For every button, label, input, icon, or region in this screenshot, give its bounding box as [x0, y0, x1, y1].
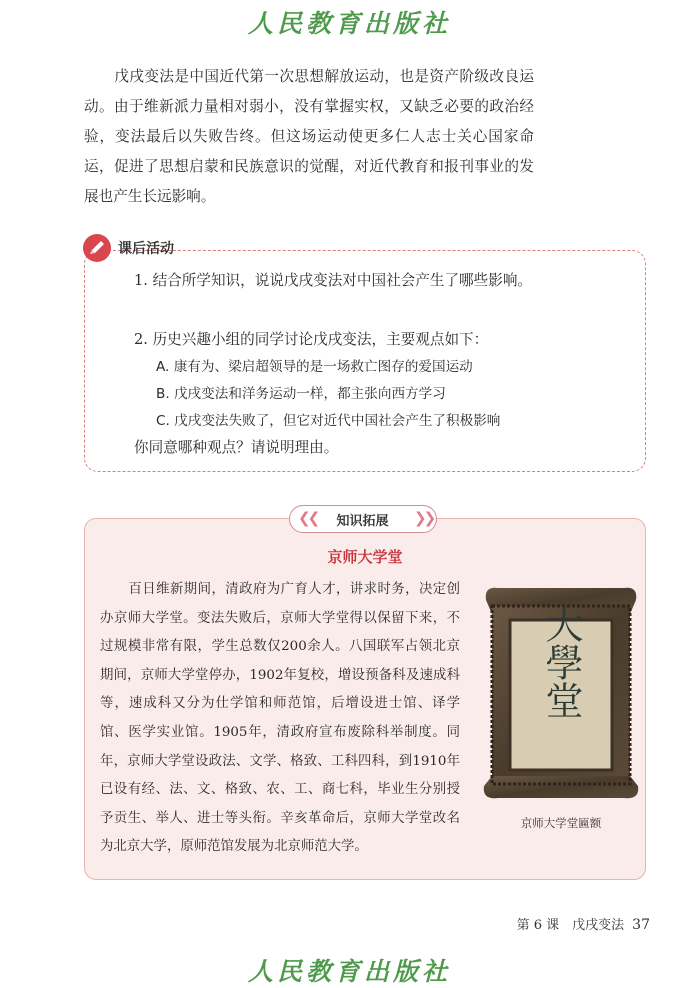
image-caption: 京师大学堂匾额	[520, 816, 602, 830]
intro-paragraph: 戊戌变法是中国近代第一次思想解放运动，也是资产阶级改良运动。由于维新派力量相对弱小，没有掌握实权，又缺乏必要的政治经验，变法最后以失败告终。但这场运动使更多仁人志士关心国家命运，促进了思想启蒙和民族意识的觉醒，对近代教育和报刊事业的发展也产生长远影响。	[84, 68, 534, 205]
option-c: C. 戊戌变法失败了，但它对近代中国社会产生了积极影响	[156, 413, 501, 429]
extension-paragraph: 百日维新期间，清政府为广育人才，讲求时务，决定创办京师大学堂。变法失败后，京师大学堂得以保留下来，不过规模非常有限，学生总数仅200余人。八国联军占领北京期间，京师大学堂停办，1902年复校，增设预备科及速成科等，速成科又分为仕学馆和师范馆，后增设进士馆、译学馆、医学实业馆。1905年，清政府宣布废除科举制度。同年，京师大学堂设政法、文学、格致、工科四科，到1910年已设有经、法、文、格致、农、工、商七科，毕业生分别授予贡生、举人、进士等头衔。辛亥革命后，京师大学堂改名为北京大学，原师范馆发展为北京师范大学。	[100, 582, 460, 855]
question-closing: 你同意哪种观点？请说明理由。	[134, 439, 339, 456]
question-1: 1. 结合所学知识，说说戊戌变法对中国社会产生了哪些影响。	[134, 272, 533, 289]
publisher-logo-bottom: 人民教育出版社	[247, 957, 451, 986]
pen-icon	[82, 233, 112, 263]
page-number: 37	[632, 917, 650, 933]
question-2: 2. 历史兴趣小组的同学讨论戊戌变法，主要观点如下：	[134, 331, 489, 348]
plaque-image	[480, 580, 642, 806]
knowledge-extension-label: 知识拓展	[336, 514, 389, 529]
lesson-label: 第 6 课 戊戌变法	[516, 918, 625, 933]
activity-header	[82, 233, 652, 269]
publisher-logo-top: 人民教育出版社	[247, 9, 451, 38]
page-footer	[480, 914, 650, 933]
chevron-left-icon: ❮❮	[298, 509, 318, 527]
activity-title: 课后活动	[118, 241, 174, 257]
plaque-text: 大學堂	[539, 605, 583, 719]
knowledge-extension-tab	[289, 505, 437, 533]
option-a: A. 康有为、梁启超领导的是一场救亡图存的爱国运动	[156, 359, 473, 375]
chevron-right-icon: ❯❯	[414, 509, 434, 527]
extension-title: 京师大学堂	[327, 548, 403, 566]
option-b: B. 戊戌变法和洋务运动一样，都主张向西方学习	[156, 386, 446, 402]
